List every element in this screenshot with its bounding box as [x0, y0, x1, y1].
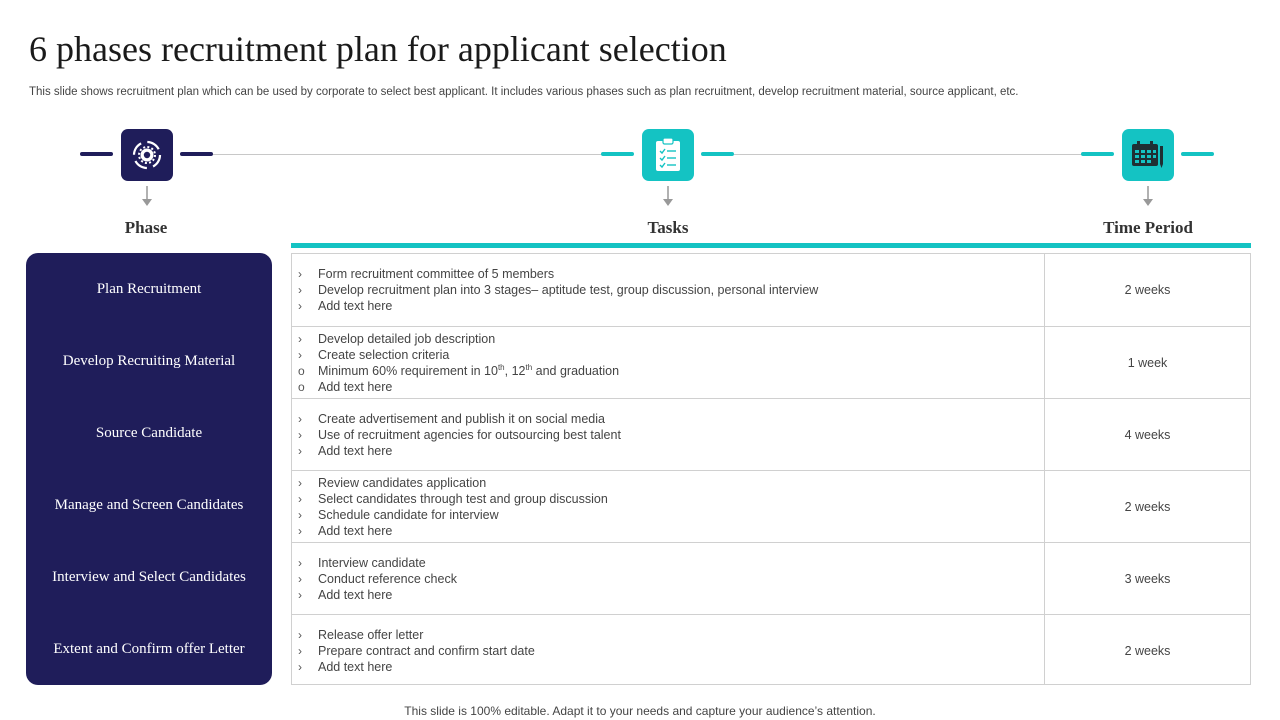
time-period: 2 weeks — [1124, 500, 1171, 514]
bullet-icon: › — [298, 508, 302, 522]
page-title: 6 phases recruitment plan for applicant selection — [29, 29, 727, 69]
task-item — [298, 523, 1038, 539]
task-item — [298, 331, 1038, 347]
time-period: 2 weeks — [1124, 644, 1171, 658]
bullet-icon: › — [298, 428, 302, 442]
task-text: Add text here — [318, 660, 393, 674]
task-text: Create selection criteria — [318, 348, 450, 362]
task-item — [298, 555, 1038, 571]
task-text: Add text here — [318, 299, 393, 313]
bullet-icon: › — [298, 299, 302, 313]
bullet-icon: › — [298, 628, 302, 642]
bullet-icon: › — [298, 444, 302, 458]
arrow-down-icon — [140, 186, 154, 208]
task-item — [298, 643, 1038, 659]
bullet-icon: › — [298, 348, 302, 362]
bullet-icon: › — [298, 572, 302, 586]
table-row — [292, 254, 1250, 326]
bullet-icon: › — [298, 283, 302, 297]
column-header-tasks: Tasks — [647, 218, 689, 237]
task-text: Release offer letter — [318, 628, 424, 642]
task-text: Develop recruitment plan into 3 stages– aptitude test, group discussion, personal interview — [318, 283, 819, 297]
task-item — [298, 491, 1038, 507]
bullet-icon: › — [298, 660, 302, 674]
task-item — [298, 587, 1038, 603]
task-text: Select candidates through test and group discussion — [318, 492, 608, 506]
task-item — [298, 427, 1038, 443]
task-text: Minimum 60% requirement in 10th, 12th and graduation — [318, 362, 620, 378]
timeline-line — [734, 154, 1082, 155]
column-header-phase: Phase — [124, 218, 168, 237]
table-row — [292, 398, 1250, 470]
arrow-down-icon — [661, 186, 675, 208]
bullet-icon: › — [298, 492, 302, 506]
phase-label: Interview and Select Candidates — [52, 568, 246, 585]
bullet-icon: › — [298, 524, 302, 538]
bullet-icon: › — [298, 476, 302, 490]
task-text: Prepare contract and confirm start date — [318, 644, 535, 658]
task-item — [298, 475, 1038, 491]
circle-bullet-icon: o — [298, 380, 305, 394]
task-text: Develop detailed job description — [318, 332, 496, 346]
task-item — [298, 411, 1038, 427]
timeline-dash — [80, 152, 113, 156]
phase-panel — [26, 253, 272, 685]
table-row — [292, 326, 1250, 398]
sub-task-item — [298, 379, 1038, 395]
task-text: Add text here — [318, 524, 393, 538]
task-list — [298, 399, 1038, 471]
time-period: 3 weeks — [1124, 572, 1171, 586]
task-text: Review candidates application — [318, 476, 487, 490]
table-row — [292, 470, 1250, 542]
column-header-time-period: Time Period — [1103, 218, 1193, 237]
task-item — [298, 298, 1038, 314]
task-text: Form recruitment committee of 5 members — [318, 267, 555, 281]
checklist-icon — [642, 129, 694, 181]
calendar-icon — [1122, 129, 1174, 181]
task-text: Conduct reference check — [318, 572, 457, 586]
timeline-dash — [601, 152, 634, 156]
task-text: Add text here — [318, 380, 393, 394]
task-text: Interview candidate — [318, 556, 426, 570]
task-item — [298, 347, 1038, 363]
table-row — [292, 614, 1250, 686]
task-item — [298, 627, 1038, 643]
timeline-dash — [1081, 152, 1114, 156]
sub-task-item — [298, 363, 1038, 379]
page-subtitle: This slide shows recruitment plan which can be used by corporate to select best applicant. It includes various phases such as plan recruitment, develop recruitment material, source applicant, etc. — [29, 86, 1019, 98]
phase-label: Plan Recruitment — [96, 280, 202, 297]
bullet-icon: › — [298, 588, 302, 602]
timeline-line — [212, 154, 602, 155]
task-item — [298, 443, 1038, 459]
arrow-down-icon — [1141, 186, 1155, 208]
task-text: Use of recruitment agencies for outsourcing best talent — [318, 428, 621, 442]
bullet-icon: › — [298, 556, 302, 570]
task-item — [298, 659, 1038, 675]
task-list — [298, 543, 1038, 615]
phase-label: Develop Recruiting Material — [62, 352, 236, 369]
task-text: Add text here — [318, 588, 393, 602]
phase-label: Source Candidate — [95, 424, 203, 441]
tasks-table — [291, 253, 1251, 685]
task-item — [298, 266, 1038, 282]
task-list — [298, 615, 1038, 687]
task-list — [298, 471, 1038, 543]
time-period: 4 weeks — [1124, 428, 1171, 442]
task-item — [298, 282, 1038, 298]
footer-note: This slide is 100% editable. Adapt it to your needs and capture your audience’s attention. — [404, 704, 876, 718]
time-period: 1 week — [1127, 356, 1168, 370]
task-item — [298, 571, 1038, 587]
circle-bullet-icon: o — [298, 364, 305, 378]
timeline-dash — [1181, 152, 1214, 156]
table-row — [292, 542, 1250, 614]
task-list — [298, 254, 1038, 326]
task-text: Create advertisement and publish it on social media — [318, 412, 605, 426]
task-list — [298, 327, 1038, 399]
timeline-dash — [701, 152, 734, 156]
bullet-icon: › — [298, 332, 302, 346]
bullet-icon: › — [298, 412, 302, 426]
timeline-dash — [180, 152, 213, 156]
gear-cycle-icon — [121, 129, 173, 181]
phase-label: Manage and Screen Candidates — [54, 496, 244, 513]
task-item — [298, 507, 1038, 523]
time-period: 2 weeks — [1124, 283, 1171, 297]
task-text: Add text here — [318, 444, 393, 458]
header-underline — [291, 243, 1251, 248]
bullet-icon: › — [298, 644, 302, 658]
phase-label: Extent and Confirm offer Letter — [53, 640, 245, 657]
task-text: Schedule candidate for interview — [318, 508, 499, 522]
bullet-icon: › — [298, 267, 302, 281]
